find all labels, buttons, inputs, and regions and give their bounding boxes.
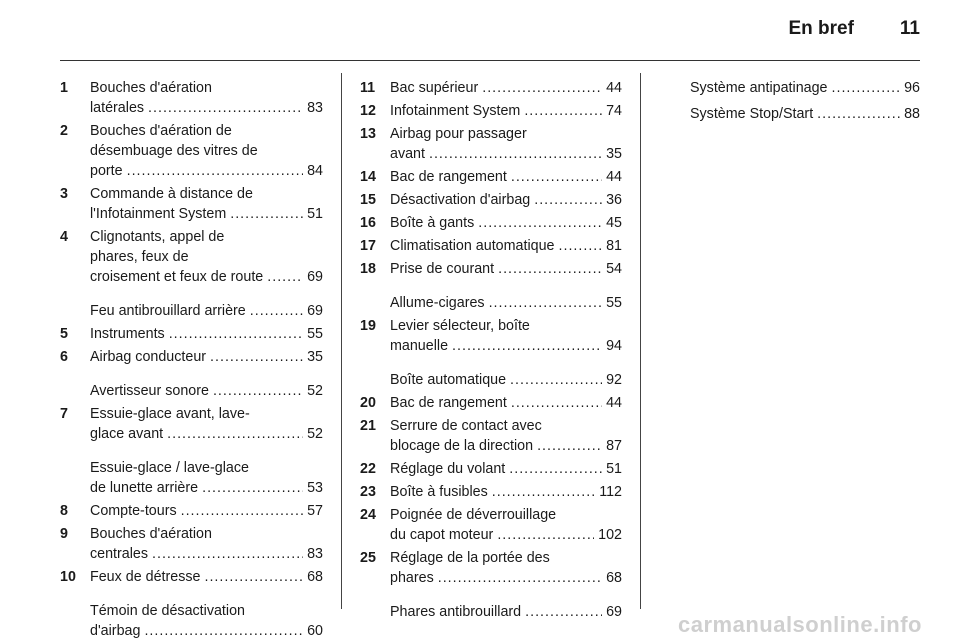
entry-number: 20 (360, 395, 376, 411)
entry-label-row (90, 567, 323, 587)
entry-body (90, 404, 323, 444)
entry-body (390, 78, 622, 98)
entry-body (390, 213, 622, 233)
entry-label-line: Bouches d'aération de (90, 123, 232, 139)
index-entry (360, 78, 622, 98)
index-entry (60, 324, 323, 344)
entry-number (360, 602, 390, 622)
entry-page-ref: 69 (307, 269, 323, 285)
dot-leader (832, 78, 901, 98)
entry-page-ref: 44 (606, 395, 622, 411)
entry-label-row (90, 621, 323, 641)
entry-label-line: manuelle (390, 338, 449, 354)
index-entry (660, 104, 920, 124)
dot-leader (213, 381, 303, 401)
entry-number (60, 458, 90, 498)
entry-body (690, 78, 920, 98)
entry-number (60, 301, 90, 321)
entry-label-row (390, 236, 622, 256)
page-header (788, 18, 920, 40)
entry-body (390, 602, 622, 622)
entry-number: 17 (360, 238, 376, 254)
entry-number: 5 (60, 326, 68, 342)
index-entry (60, 121, 323, 181)
dot-leader (489, 293, 603, 313)
entry-label-row (90, 161, 323, 181)
dot-leader (478, 213, 602, 233)
entry-label-line: centrales (90, 546, 149, 562)
entry-page-ref: 55 (606, 295, 622, 311)
entry-number: 4 (60, 229, 68, 245)
entry-page-ref: 112 (599, 484, 622, 500)
dot-leader (559, 236, 603, 256)
entry-label-row (90, 98, 323, 118)
dot-leader (202, 478, 303, 498)
entry-label-line: du capot moteur (390, 527, 494, 543)
entry-body (390, 316, 622, 356)
entry-number (60, 601, 90, 641)
dot-leader (492, 482, 595, 502)
index-entry (60, 458, 323, 498)
entry-number: 13 (360, 126, 376, 142)
column-divider (640, 73, 641, 609)
entry-label-line: glace avant (90, 426, 164, 442)
entry-body (390, 236, 622, 256)
entry-label-line: Poignée de déverrouillage (390, 507, 557, 523)
entry-body (90, 381, 323, 401)
entry-label-row (90, 324, 323, 344)
entry-body (390, 124, 622, 164)
entry-page-ref: 44 (606, 169, 622, 185)
entry-page-ref: 96 (904, 80, 920, 96)
entry-label-line: Bouches d'aération (90, 80, 212, 96)
dot-leader (537, 436, 602, 456)
entry-page-ref: 74 (606, 103, 622, 119)
entry-page-ref: 53 (307, 480, 323, 496)
entry-body (90, 524, 323, 564)
dot-leader (534, 190, 602, 210)
entry-label-row (90, 267, 323, 287)
entry-label-row (390, 482, 622, 502)
index-entry (60, 78, 323, 118)
dot-leader (127, 161, 304, 181)
entry-label-line: Airbag pour passager (390, 126, 527, 142)
dot-leader (511, 167, 602, 187)
entry-label-row (390, 459, 622, 479)
entry-label-row (90, 424, 323, 444)
watermark: carmanualsonline.info (678, 612, 922, 637)
dot-leader (144, 621, 303, 641)
entry-number: 19 (360, 318, 376, 334)
index-entry (60, 184, 323, 224)
entry-page-ref: 102 (598, 527, 622, 543)
index-entry (360, 236, 622, 256)
index-entry (360, 505, 622, 545)
index-entry (60, 404, 323, 444)
index-entry (360, 124, 622, 164)
entry-body (90, 567, 323, 587)
entry-number: 10 (60, 569, 76, 585)
dot-leader (210, 347, 303, 367)
entry-page-ref: 83 (307, 546, 323, 562)
entry-label-line: blocage de la direction (390, 438, 534, 454)
index-column-1 (60, 78, 323, 644)
index-entry (60, 227, 323, 287)
dot-leader (230, 204, 303, 224)
entry-label-row (390, 190, 622, 210)
dot-leader (497, 525, 594, 545)
entry-body (90, 458, 323, 498)
entry-label-line: Bac de rangement (390, 395, 507, 411)
entry-label-line: croisement et feux de route (90, 269, 264, 285)
entry-label-line: Airbag conducteur (90, 349, 207, 365)
entry-label-line: Réglage du volant (390, 461, 506, 477)
index-entry (60, 524, 323, 564)
entry-body (90, 324, 323, 344)
entry-label-line: Instruments (90, 326, 165, 342)
entry-label-row (690, 78, 920, 98)
entry-number: 18 (360, 261, 376, 277)
index-entry (360, 602, 622, 622)
entry-number: 6 (60, 349, 68, 365)
entry-page-ref: 55 (307, 326, 323, 342)
index-entry (360, 167, 622, 187)
entry-label-row (90, 544, 323, 564)
entry-label-line: de lunette arrière (90, 480, 199, 496)
entry-label-line: Témoin de désactivation (90, 603, 245, 619)
dot-leader (148, 98, 303, 118)
index-entry (360, 101, 622, 121)
entry-label-line: Phares antibrouillard (390, 604, 522, 620)
dot-leader (524, 101, 602, 121)
entry-label-row (90, 301, 323, 321)
entry-body (390, 259, 622, 279)
entry-number (60, 381, 90, 401)
header-rule (60, 60, 920, 61)
entry-page-ref: 69 (307, 303, 323, 319)
entry-number: 1 (60, 80, 68, 96)
index-entry (60, 381, 323, 401)
dot-leader (250, 301, 303, 321)
entry-body (390, 101, 622, 121)
entry-label-line: phares, feux de (90, 249, 189, 265)
index-entry (360, 370, 622, 390)
entry-page-ref: 35 (606, 146, 622, 162)
entry-label-row (90, 478, 323, 498)
entry-body (690, 104, 920, 124)
entry-body (390, 190, 622, 210)
entry-body (90, 347, 323, 367)
entry-label-row (390, 78, 622, 98)
index-entry (360, 293, 622, 313)
index-entry (60, 347, 323, 367)
entry-label-row (390, 602, 622, 622)
dot-leader (429, 144, 602, 164)
entry-label-line: Feux de détresse (90, 569, 201, 585)
entry-body (390, 416, 622, 456)
index-entry (360, 259, 622, 279)
dot-leader (482, 78, 602, 98)
index-entry (360, 548, 622, 588)
entry-label-line: Prise de courant (390, 261, 495, 277)
entry-label-line: Système antipatinage (690, 80, 828, 96)
entry-page-ref: 92 (606, 372, 622, 388)
entry-number: 16 (360, 215, 376, 231)
entry-label-line: Bac de rangement (390, 169, 507, 185)
entry-label-row (390, 213, 622, 233)
entry-page-ref: 68 (606, 570, 622, 586)
dot-leader (509, 459, 602, 479)
entry-number (360, 293, 390, 313)
entry-number: 23 (360, 484, 376, 500)
dot-leader (817, 104, 900, 124)
entry-label-line: Système Stop/Start (690, 106, 814, 122)
page-number: 11 (899, 18, 920, 39)
entry-label-line: Commande à distance de (90, 186, 253, 202)
dot-leader (152, 544, 303, 564)
dot-leader (452, 336, 602, 356)
entry-label-row (390, 568, 622, 588)
entry-body (390, 167, 622, 187)
entry-label-row (390, 259, 622, 279)
entry-page-ref: 57 (307, 503, 323, 519)
column-divider (341, 73, 342, 609)
entry-label-line: Serrure de contact avec (390, 418, 542, 434)
index-entry (360, 190, 622, 210)
entry-label-line: Bouches d'aération (90, 526, 212, 542)
entry-page-ref: 94 (606, 338, 622, 354)
entry-number (660, 78, 690, 98)
index-entry (360, 316, 622, 356)
entry-label-row (390, 293, 622, 313)
dot-leader (167, 424, 303, 444)
index-entry (360, 393, 622, 413)
entry-number: 14 (360, 169, 376, 185)
entry-body (390, 482, 622, 502)
entry-label-row (390, 144, 622, 164)
entry-label-line: Climatisation automatique (390, 238, 555, 254)
index-column-2 (360, 78, 622, 625)
entry-label-line: Boîte automatique (390, 372, 507, 388)
index-column-3 (660, 78, 920, 130)
entry-label-row (390, 167, 622, 187)
entry-label-row (390, 336, 622, 356)
entry-label-line: Essuie-glace / lave-glace (90, 460, 249, 476)
entry-page-ref: 84 (307, 163, 323, 179)
entry-body (90, 227, 323, 287)
section-title: En bref (788, 18, 854, 39)
entry-label-line: d'airbag (90, 623, 141, 639)
dot-leader (438, 568, 602, 588)
entry-label-line: Feu antibrouillard arrière (90, 303, 246, 319)
entry-number: 11 (360, 80, 376, 96)
entry-label-line: latérales (90, 100, 145, 116)
entry-label-line: Avertisseur sonore (90, 383, 209, 399)
entry-number (660, 104, 690, 124)
entry-body (390, 293, 622, 313)
entry-label-line: porte (90, 163, 123, 179)
entry-page-ref: 44 (606, 80, 622, 96)
entry-body (390, 393, 622, 413)
entry-label-line: Allume-cigares (390, 295, 485, 311)
entry-page-ref: 52 (307, 426, 323, 442)
dot-leader (169, 324, 303, 344)
entry-page-ref: 51 (307, 206, 323, 222)
entry-number: 24 (360, 507, 376, 523)
entry-body (90, 501, 323, 521)
entry-number (360, 370, 390, 390)
entry-body (390, 459, 622, 479)
entry-label-line: Infotainment System (390, 103, 521, 119)
entry-page-ref: 68 (307, 569, 323, 585)
entry-page-ref: 60 (307, 623, 323, 639)
index-entry (360, 482, 622, 502)
entry-number: 9 (60, 526, 68, 542)
entry-label-line: Boîte à gants (390, 215, 475, 231)
entry-label-row (390, 101, 622, 121)
dot-leader (525, 602, 602, 622)
entry-number: 12 (360, 103, 376, 119)
dot-leader (204, 567, 303, 587)
entry-page-ref: 69 (606, 604, 622, 620)
entry-body (390, 505, 622, 545)
entry-number: 7 (60, 406, 68, 422)
entry-label-row (90, 204, 323, 224)
entry-label-line: Clignotants, appel de (90, 229, 225, 245)
index-entry (360, 459, 622, 479)
entry-label-line: Boîte à fusibles (390, 484, 488, 500)
dot-leader (498, 259, 602, 279)
entry-body (90, 184, 323, 224)
entry-page-ref: 83 (307, 100, 323, 116)
entry-page-ref: 88 (904, 106, 920, 122)
entry-label-line: Bac supérieur (390, 80, 479, 96)
dot-leader (510, 370, 602, 390)
entry-label-line: Désactivation d'airbag (390, 192, 531, 208)
entry-label-row (390, 436, 622, 456)
entry-body (390, 548, 622, 588)
index-entry (60, 301, 323, 321)
entry-page-ref: 36 (606, 192, 622, 208)
entry-body (90, 121, 323, 181)
entry-body (90, 301, 323, 321)
entry-label-row (690, 104, 920, 124)
entry-label-row (90, 381, 323, 401)
index-entry (60, 567, 323, 587)
entry-page-ref: 81 (606, 238, 622, 254)
entry-page-ref: 35 (307, 349, 323, 365)
entry-body (90, 78, 323, 118)
entry-page-ref: 87 (606, 438, 622, 454)
index-entry (60, 601, 323, 641)
entry-number: 22 (360, 461, 376, 477)
index-entry (60, 501, 323, 521)
entry-label-row (390, 393, 622, 413)
entry-label-row (390, 370, 622, 390)
entry-page-ref: 52 (307, 383, 323, 399)
entry-label-row (90, 347, 323, 367)
entry-number: 8 (60, 503, 68, 519)
entry-page-ref: 51 (606, 461, 622, 477)
entry-body (90, 601, 323, 641)
entry-label-line: Levier sélecteur, boîte (390, 318, 530, 334)
entry-page-ref: 45 (606, 215, 622, 231)
entry-label-line: Essuie-glace avant, lave- (90, 406, 250, 422)
entry-number: 25 (360, 550, 376, 566)
entry-label-line: désembuage des vitres de (90, 143, 258, 159)
dot-leader (511, 393, 602, 413)
entry-number: 3 (60, 186, 68, 202)
index-entry (360, 416, 622, 456)
index-entry (360, 213, 622, 233)
entry-number: 21 (360, 418, 376, 434)
entry-number: 15 (360, 192, 376, 208)
entry-page-ref: 54 (606, 261, 622, 277)
dot-leader (181, 501, 303, 521)
entry-label-line: avant (390, 146, 425, 162)
index-entry (660, 78, 920, 98)
entry-label-row (390, 525, 622, 545)
entry-label-line: l'Infotainment System (90, 206, 227, 222)
entry-label-line: phares (390, 570, 434, 586)
entry-label-line: Réglage de la portée des (390, 550, 550, 566)
entry-body (390, 370, 622, 390)
entry-label-line: Compte-tours (90, 503, 177, 519)
dot-leader (267, 267, 303, 287)
entry-number: 2 (60, 123, 68, 139)
entry-label-row (90, 501, 323, 521)
